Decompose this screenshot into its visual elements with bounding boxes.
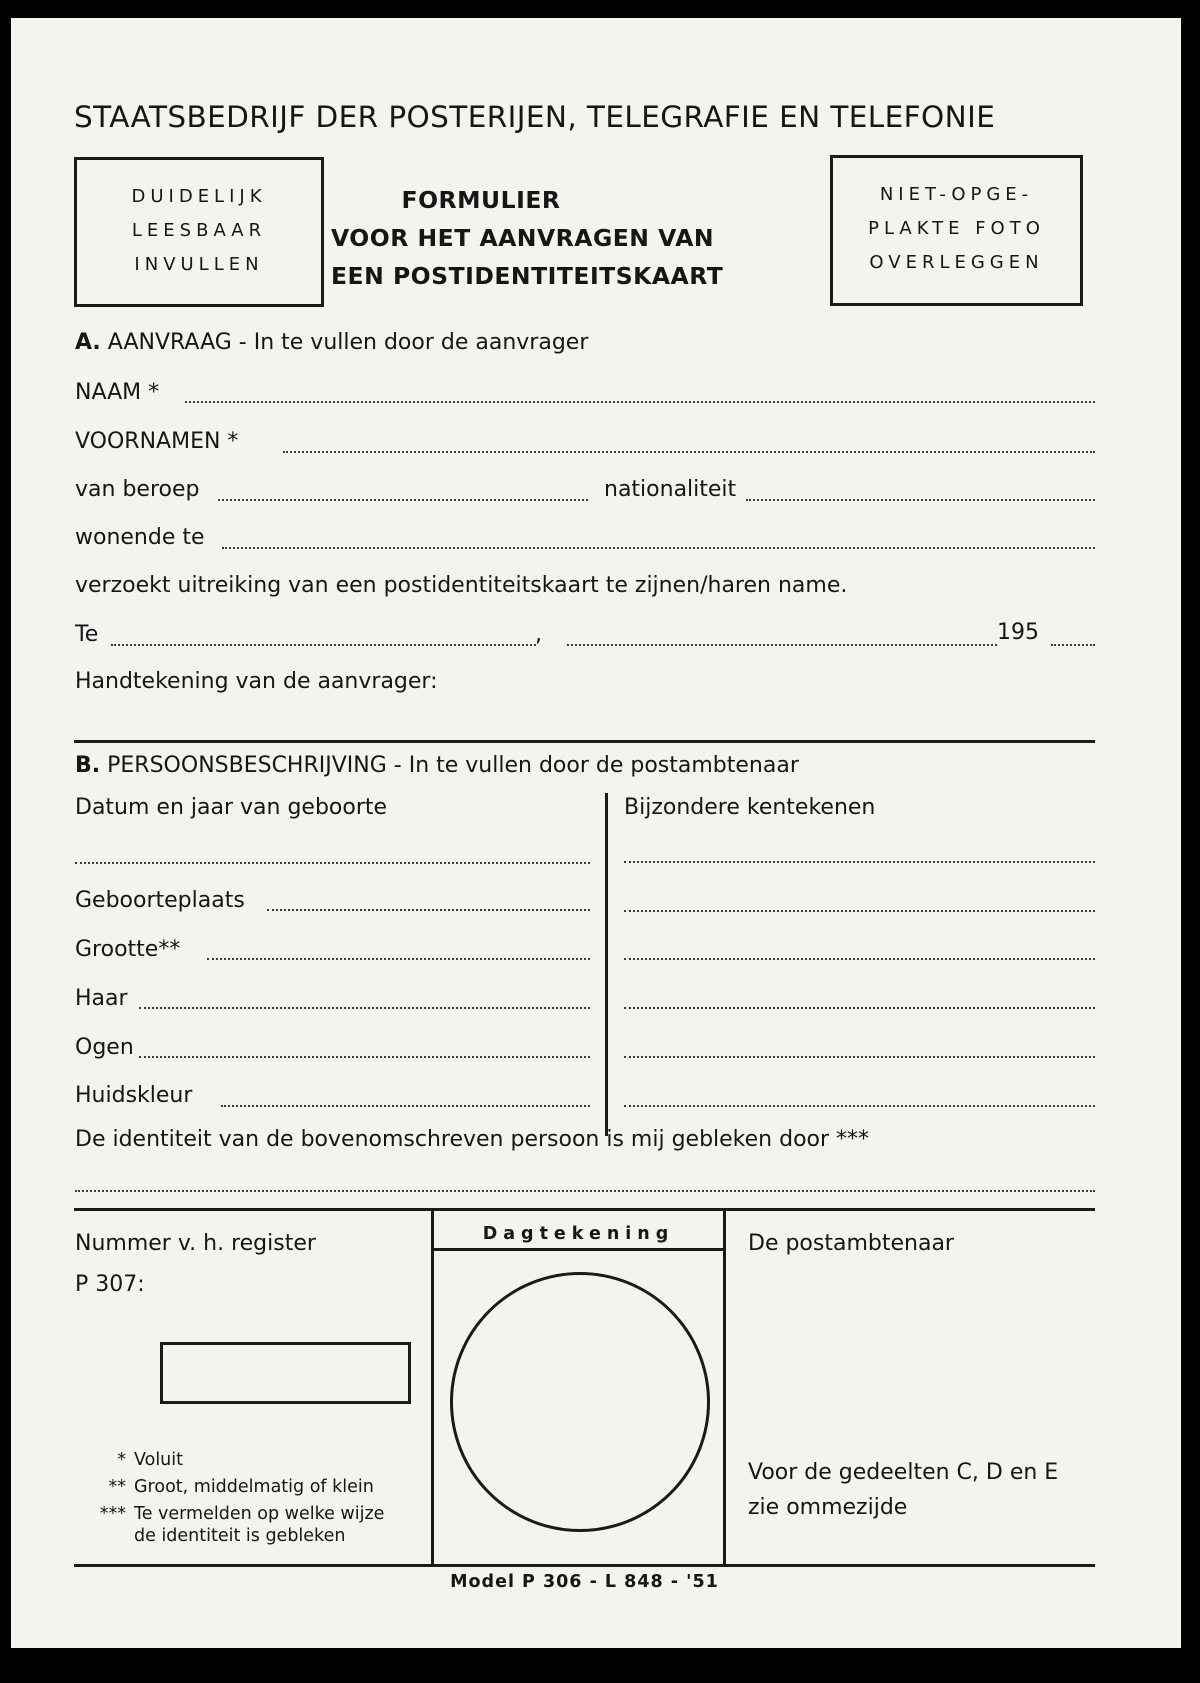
verzoekt-text: verzoekt uitreiking van een postidentiteitskaart te zijnen/haren name. [75,573,848,598]
geboortedatum-field[interactable] [75,862,590,864]
kentekenen-line-6[interactable] [624,1105,1095,1107]
place-field[interactable] [111,644,536,646]
note-1-text: Voluit [134,1450,183,1470]
kentekenen-line-2[interactable] [624,910,1095,912]
register-label: Nummer v. h. register [75,1231,316,1256]
note-groot [96,1477,374,1497]
instruction-line-1: DUIDELIJK [131,186,267,207]
note-vermelden [96,1504,384,1524]
column-divider [605,793,608,1136]
grootte-field[interactable] [207,958,590,960]
gedeelten-text-1: Voor de gedeelten C, D en E [748,1460,1059,1485]
date-comma: , [535,622,542,647]
kentekenen-line-3[interactable] [624,958,1095,960]
agency-title: STAATSBEDRIJF DER POSTERIJEN, TELEGRAFIE EN TELEFONIE [74,100,996,134]
nationaliteit-label: nationaliteit [604,477,737,502]
dagtekening-rule [434,1248,723,1251]
wonende-label: wonende te [75,525,205,550]
bottom-rule [74,1564,1095,1567]
section-b-letter: B. [75,753,101,778]
handtekening-label: Handtekening van de aanvrager: [75,669,438,694]
haar-label: Haar [75,986,128,1011]
footer-divider [74,1208,1095,1211]
form-title-line-2: VOOR HET AANVRAGEN VAN [331,224,715,252]
model-number: Model P 306 - L 848 - '51 [450,1572,719,1592]
kentekenen-line-1[interactable] [624,861,1095,863]
kentekenen-label: Bijzondere kentekenen [624,795,876,820]
dagtekening-label: Dagtekening [482,1224,675,1244]
date-field[interactable] [567,644,997,646]
naam-label: NAAM * [75,380,160,405]
note-voluit [96,1450,183,1470]
note-2-mark: ** [108,1477,126,1497]
beroep-label: van beroep [75,477,200,502]
note-1-mark: * [117,1450,126,1470]
postambtenaar-label: De postambtenaar [748,1231,954,1256]
te-label: Te [75,622,99,647]
ogen-label: Ogen [75,1035,134,1060]
photo-box [830,155,1083,306]
wonende-field[interactable] [222,547,1095,549]
naam-field[interactable] [185,401,1095,403]
voornamen-field[interactable] [283,451,1095,453]
gedeelten-text-2: zie ommezijde [748,1495,908,1520]
geboortedatum-label: Datum en jaar van geboorte [75,795,388,820]
nationaliteit-field[interactable] [746,499,1095,501]
section-a-letter: A. [75,330,101,355]
section-b-heading [75,753,799,778]
beroep-field[interactable] [218,499,588,501]
section-a-subtitle: - In te vullen door de aanvrager [238,330,589,355]
instruction-line-2: LEESBAAR [131,220,267,241]
note-3-mark: *** [99,1504,126,1524]
form-title-line-3: EEN POSTIDENTITEITSKAART [331,262,724,290]
note-3-text-2: de identiteit is gebleken [134,1526,346,1546]
geboorteplaats-label: Geboorteplaats [75,888,245,913]
huidskleur-field[interactable] [221,1105,590,1107]
instruction-box [74,157,324,307]
identiteit-label: De identiteit van de bovenomschreven persoon is mij gebleken door *** [75,1127,870,1152]
huidskleur-label: Huidskleur [75,1083,193,1108]
section-b-title: PERSOONSBESCHRIJVING [107,753,387,778]
section-divider [74,740,1095,743]
geboorteplaats-field[interactable] [267,909,590,911]
kentekenen-line-4[interactable] [624,1007,1095,1009]
form-title [331,181,724,295]
note-3-text-1: Te vermelden op welke wijze [134,1504,385,1524]
identiteit-field[interactable] [75,1190,1095,1192]
haar-field[interactable] [139,1007,590,1009]
form-sheet [11,18,1181,1648]
photo-line-1: NIET-OPGE- [879,184,1034,205]
photo-line-2: PLAKTE FOTO [868,218,1045,239]
register-number-box[interactable] [160,1342,411,1404]
photo-line-3: OVERLEGGEN [869,252,1044,273]
register-code: P 307: [75,1272,145,1297]
form-title-line-1: FORMULIER [401,186,561,214]
year-prefix: 195 [997,620,1039,645]
voornamen-label: VOORNAMEN * [75,429,239,454]
date-stamp-circle[interactable] [450,1272,710,1532]
grootte-label: Grootte** [75,937,181,962]
stamp-left-rule [431,1210,434,1566]
stamp-right-rule [723,1210,726,1566]
instruction-line-3: INVULLEN [134,254,264,275]
kentekenen-line-5[interactable] [624,1056,1095,1058]
note-2-text: Groot, middelmatig of klein [134,1477,374,1497]
ogen-field[interactable] [139,1056,590,1058]
year-field[interactable] [1051,644,1095,646]
section-a-heading [75,330,588,355]
section-a-title: AANVRAAG [107,330,232,355]
section-b-subtitle: - In te vullen door de postambtenaar [393,753,799,778]
